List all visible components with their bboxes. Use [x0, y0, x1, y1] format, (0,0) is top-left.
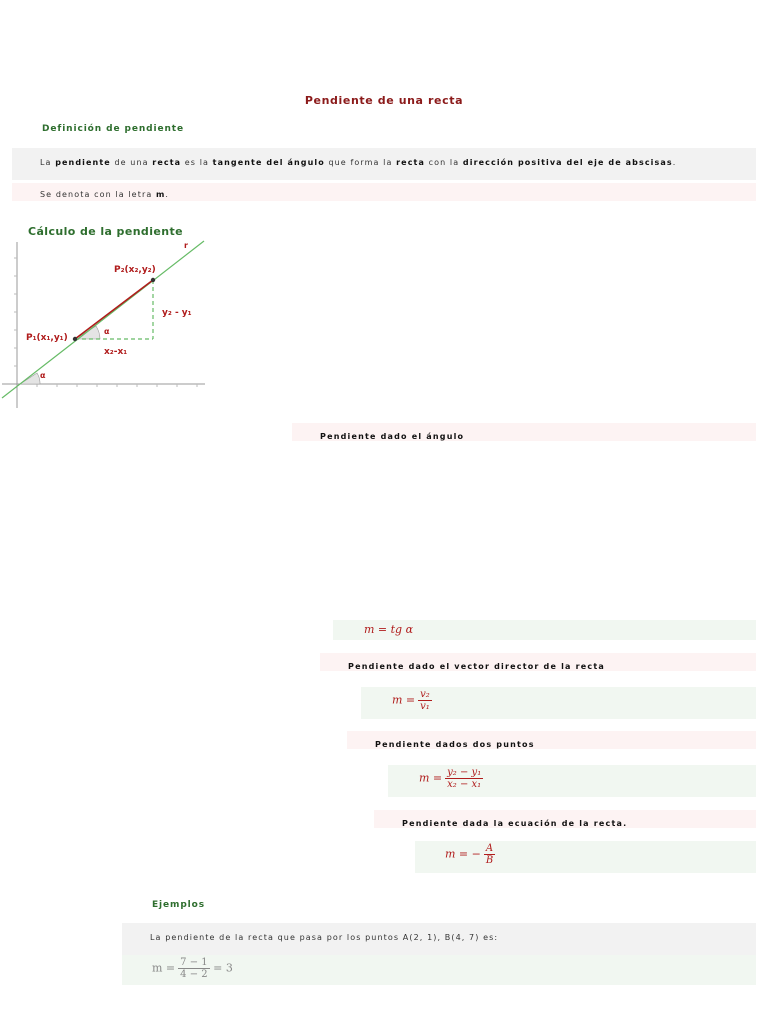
vector-formula: m = $\frac{\text{v₂}}{\text{v₁}}$ [392, 689, 430, 712]
point-p2 [151, 278, 155, 282]
angle-label: Pendiente dado el ángulo [320, 432, 465, 441]
page-title: Pendiente de una recta [304, 94, 464, 107]
definition-text: La pendiente de una recta es la tangente del ángulo que forma la recta con la dirección positiva del eje de abscisas. [40, 158, 677, 167]
vector-label: Pendiente dado el vector director de la recta [348, 662, 605, 671]
direction-vector [75, 280, 153, 339]
examples-heading: Ejemplos [152, 900, 205, 910]
label-p2: P₂(x₂,y₂) [114, 265, 156, 275]
label-alpha-top: α [104, 327, 110, 336]
slope-diagram [0, 238, 210, 418]
points-label: Pendiente dados dos puntos [375, 740, 535, 749]
label-alpha-bottom: α [40, 371, 46, 380]
label-dy: y₂ - y₁ [162, 308, 192, 318]
equation-label: Pendiente dada la ecuación de la recta. [402, 819, 628, 828]
example-text: La pendiente de la recta que pasa por los puntos A(2, 1), B(4, 7) es: [150, 933, 499, 942]
points-formula: m = $\frac{\text{y₂ − y₁}}{\text{x₂ − x₁}}$ [419, 767, 482, 790]
line-r [2, 241, 204, 398]
example-formula: m = $\frac{7 - 1}{4 - 2}$ = 3 [152, 957, 233, 980]
label-dx: x₂-x₁ [104, 347, 128, 357]
notation-text: Se denota con la letra m. [40, 190, 170, 199]
angle-formula: m = tg α [364, 623, 414, 636]
definition-heading: Definición de pendiente [42, 124, 184, 134]
equation-formula: m = − $\frac{A}{B}$ [445, 843, 494, 866]
point-p1 [73, 337, 77, 341]
diagram-title: Cálculo de la pendiente [28, 225, 183, 238]
label-r: r [184, 241, 188, 250]
label-p1: P₁(x₁,y₁) [26, 333, 68, 343]
